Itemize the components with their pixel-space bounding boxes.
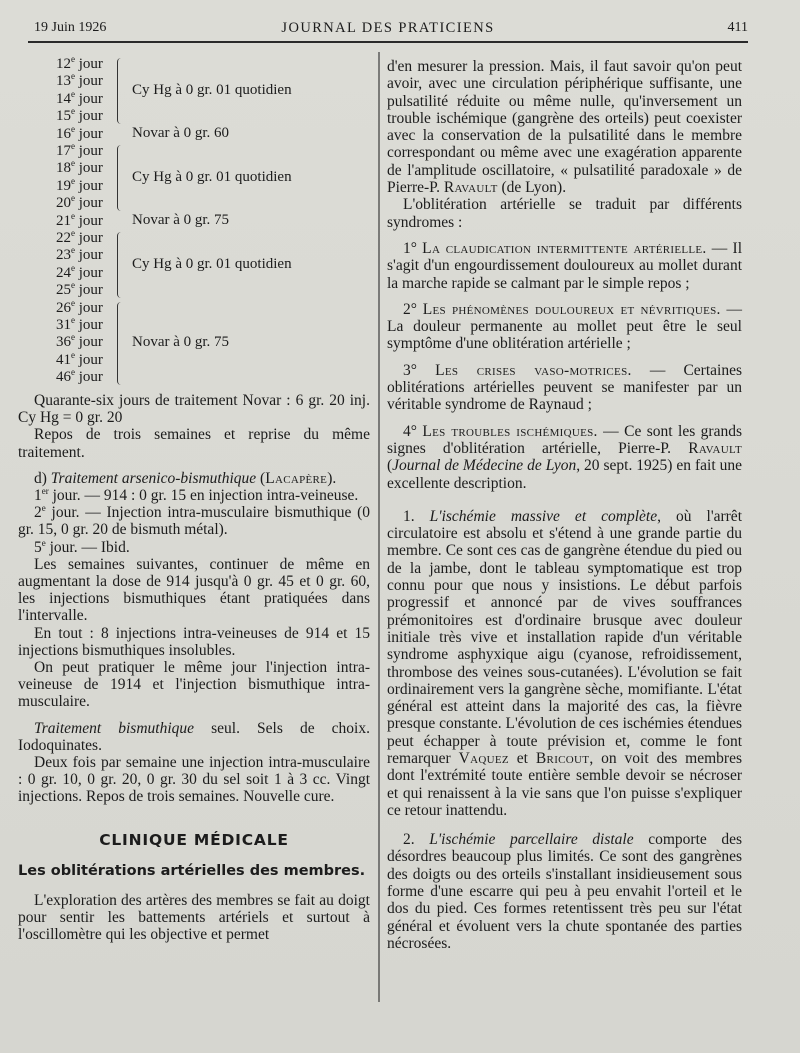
right-column <box>387 58 742 952</box>
schedule-day <box>56 123 103 143</box>
summary-paragraph: Quarante-six jours de traitement Novar : 6 gr. 20 inj. Cy Hg = 0 gr. 20 <box>18 392 370 427</box>
spacer <box>387 414 742 423</box>
spacer <box>387 819 742 831</box>
ischemia-2-text: comporte des désordres beaucoup plus limités. Ce sont des gangrènes des doigts ou des orteils s'installant insidieusement sous forme d'une escarre qui peu à peu envahit l'orteil et le dos du pied. Ces formes retentissent très peu sur l'état général et évoluent vers la chute spontanée des parties nécrosées. <box>387 831 743 952</box>
day-suffix: e <box>71 332 75 343</box>
schedule-day <box>56 334 103 351</box>
ischemia-1-text-end: , on voit des membres dont l'extrémité toute entière semble devoir se nécroser et qui renaissent à la vie sans que l'on puisse s'expliquer ce retour inattendu. <box>387 749 742 819</box>
day-suffix: e <box>71 210 75 221</box>
day-1-paragraph <box>18 487 370 504</box>
day-number: 25 <box>56 282 71 299</box>
spacer <box>18 461 370 470</box>
treatment-schedule <box>18 52 370 392</box>
schedule-brace <box>117 145 126 211</box>
bismuth-treatment-title: Traitement bismuthique <box>34 719 195 737</box>
day-word: jour <box>75 125 103 142</box>
day-5-paragraph <box>18 539 370 556</box>
syndrome-1-text: — Il s'agit d'un engourdissement douloureux au mollet durant la marche rapide se calmant par le simple repos ; <box>387 239 742 292</box>
day-suffix: e <box>71 175 75 186</box>
day-suffix: e <box>71 123 75 134</box>
treatment-d-title: Traitement arsenico-bismuthique <box>50 469 257 487</box>
same-day-paragraph: On peut pratiquer le même jour l'injection intra-veineuse de 1914 et l'injection bismuthique intra-musculaire. <box>18 659 370 711</box>
ischemia-distal-paragraph <box>387 831 742 952</box>
syndrome-2-title: Les phénomènes douloureux et névritiques. <box>422 300 721 318</box>
ischemia-1-number: 1. <box>403 507 430 525</box>
day-suffix: e <box>71 71 75 82</box>
journal-citation: Journal de Médecine de Lyon <box>392 457 577 475</box>
day-word: jour <box>75 334 103 351</box>
schedule-day <box>56 230 103 247</box>
schedule-dose-label: Cy Hg à 0 gr. 01 quotidien <box>132 81 292 98</box>
schedule-day <box>56 282 103 299</box>
author-ravault: Ravault <box>443 179 498 197</box>
day-suffix: e <box>71 280 75 291</box>
day-number: 17 <box>56 143 71 159</box>
day-number: 20 <box>56 195 71 212</box>
day-1-text: jour. — 914 : 0 gr. 15 en injection intra-veineuse. <box>48 487 359 505</box>
following-weeks-paragraph: Les semaines suivantes, continuer de même en augmentant la dose de 914 jusqu'à 0 gr. 45 et 0 gr. 60, les injections bismuthiques étant pratiquées dans l'intervalle. <box>18 555 370 625</box>
day-number: 15 <box>56 108 71 125</box>
day-word: jour <box>75 247 103 264</box>
syndrome-3-number: 3° <box>403 361 436 379</box>
spacer <box>387 292 742 301</box>
schedule-dose-label: Cy Hg à 0 gr. 01 quotidien <box>132 168 292 185</box>
author-ravault-2: Ravault <box>688 439 742 457</box>
paren-open: ( <box>256 469 266 487</box>
day-number: 36 <box>56 334 71 351</box>
day-suffix: e <box>71 315 75 325</box>
schedule-brace <box>117 232 126 298</box>
day-number: 18 <box>56 160 71 177</box>
schedule-day <box>56 175 103 195</box>
day-number: 16 <box>56 125 71 142</box>
author-lacapere: Lacapère <box>265 469 328 487</box>
ischemia-massive-paragraph <box>387 508 742 819</box>
day-word: jour <box>75 317 103 333</box>
day-suffix: e <box>71 349 75 360</box>
total-injections-paragraph: En tout : 8 injections intra-veineuses de 914 et 15 injections bismuthiques insolubles. <box>18 624 370 659</box>
day-number: 14 <box>56 90 71 107</box>
schedule-dose-label: Cy Hg à 0 gr. 01 quotidien <box>132 255 292 272</box>
dosage-paragraph: Deux fois par semaine une injection intra-musculaire : 0 gr. 10, 0 gr. 20, 0 gr. 30 du sel soit 1 à 3 cc. Vingt injections. Repos de trois semaines. Nouvelle cure. <box>18 754 370 806</box>
pressure-text-end: (de Lyon). <box>497 179 567 197</box>
day-number: 26 <box>56 299 71 316</box>
bismuth-treatment-text: seul. Sels de choix. Iodoquinates. <box>18 719 370 754</box>
syndrome-4-number: 4° <box>403 422 423 440</box>
syndrome-2 <box>387 301 742 353</box>
day-word: jour <box>75 369 103 386</box>
article-title: Les oblitérations artérielles des membres. <box>18 862 366 879</box>
day-suffix: e <box>71 141 75 151</box>
day-word: jour <box>75 264 103 281</box>
day-2-number: 2 <box>34 504 42 522</box>
spacer <box>18 711 370 720</box>
ischemia-2-number: 2. <box>403 831 430 849</box>
schedule-day <box>56 108 103 125</box>
syndrome-4 <box>387 423 742 492</box>
day-number: 23 <box>56 247 71 264</box>
day-word: jour <box>75 56 103 72</box>
paren-close: ). <box>327 469 337 487</box>
schedule-day <box>56 262 103 282</box>
ischemia-2-title: L'ischémie parcellaire distale <box>429 831 634 849</box>
syndrome-4-text: — Ce sont les grands signes d'oblitération artérielle, Pierre-P. <box>387 422 742 457</box>
rest-paragraph: Repos de trois semaines et reprise du même traitement. <box>18 426 370 461</box>
day-1-suffix: er <box>41 485 49 496</box>
day-number: 19 <box>56 177 71 194</box>
day-number: 13 <box>56 73 71 90</box>
author-vaquez: Vaquez <box>458 749 509 767</box>
day-number: 21 <box>56 212 71 229</box>
day-2-paragraph <box>18 504 370 538</box>
ischemia-1-title: L'ischémie massive et complète <box>429 507 658 525</box>
day-2-text: jour. — Injection intra-musculaire bismuthique (0 gr. 15, 0 gr. 20 de bismuth métal). <box>18 504 370 539</box>
schedule-brace <box>117 58 126 124</box>
conjunction: et <box>508 749 536 767</box>
day-word: jour <box>75 230 103 246</box>
day-word: jour <box>75 282 103 299</box>
syndrome-1-number: 1° <box>403 239 423 257</box>
syndrome-3 <box>387 362 742 414</box>
day-word: jour <box>75 351 103 368</box>
day-number: 41 <box>56 351 71 368</box>
syndrome-3-title: Les crises vaso-motrices. <box>435 361 632 379</box>
day-1-number: 1 <box>34 487 42 505</box>
header-journal-title: JOURNAL DES PRATICIENS <box>281 20 495 36</box>
article-intro-paragraph: L'exploration des artères des membres se fait au doigt pour sentir les battements artériels et surtout à l'oscillomètre qui les objective et permet <box>18 892 370 944</box>
ischemia-1-text: , où l'arrêt circulatoire est absolu et s'étend à une grande partie du membre. Ce sont ces cas de gangrène étendue du pied ou de la jambe, dont le tableau symptomatique est trop connu pour que nous y insistions. Le début parfois progressif et annoncé par de vives souffrances prémonitoires est d'ordinaire brusque avec douleur initiale très vive et installation rapide d'un véritable syndrome asphyxique aigu (cyanose, refroidissement, thrombose des veines sous-cutanées). L'évolution se fait ordinairement vers la gangrène sèche, momifiante. L'état général est atteint dans la majorité des cas, la fièvre presque constante. L'évolution de ces ischémies étendues peut échapper à toute prévision et, comme le font remarquer <box>387 507 742 767</box>
day-number: 24 <box>56 264 71 281</box>
day-word: jour <box>75 177 103 194</box>
spacer <box>387 353 742 362</box>
day-suffix: e <box>71 367 75 378</box>
schedule-day <box>56 195 103 212</box>
day-suffix: e <box>71 262 75 273</box>
day-word: jour <box>75 299 103 316</box>
spacer <box>387 492 742 508</box>
spacer <box>387 231 742 240</box>
day-suffix: e <box>71 88 75 99</box>
schedule-dose-label: Novar à 0 gr. 60 <box>132 125 230 142</box>
day-2-suffix: e <box>41 503 46 514</box>
day-5-text: jour. — Ibid. <box>45 538 130 556</box>
syndrome-4-text-end: , 20 sept. 1925) en fait une excellente description. <box>387 457 742 492</box>
section-heading: CLINIQUE MÉDICALE <box>99 830 289 849</box>
schedule-day <box>56 317 103 334</box>
schedule-day <box>56 349 103 369</box>
syndrome-1 <box>387 240 742 292</box>
syndromes-intro: L'oblitération artérielle se traduit par différents syndromes : <box>387 196 742 231</box>
schedule-day <box>56 88 103 108</box>
day-word: jour <box>75 108 103 125</box>
syndrome-4-title: Les troubles ischémiques. <box>422 422 598 440</box>
schedule-brace <box>117 302 126 385</box>
day-number: 22 <box>56 230 71 246</box>
day-suffix: e <box>71 54 75 64</box>
pressure-text: d'en mesurer la pression. Mais, il faut savoir qu'on peut avoir, avec une circulation périphérique suffisante, une pulsatilité réduite ou même nulle, qu'inversement un trouble ischémique (gangrène des orteils) peut coexister avec la conservation de la pulsatilité dans le membre correspondant ou même avec une exagération apparente de l'amplitude oscillatoire, « pulsatilité paradoxale » de Pierre-P. <box>387 58 742 197</box>
day-number: 12 <box>56 56 71 72</box>
pressure-paragraph <box>387 58 742 196</box>
day-5-number: 5 <box>34 538 42 556</box>
schedule-day <box>56 247 103 264</box>
day-word: jour <box>75 143 103 159</box>
running-head <box>28 18 748 40</box>
schedule-day <box>56 297 103 317</box>
left-column <box>18 52 370 944</box>
day-word: jour <box>75 73 103 90</box>
day-suffix: e <box>71 158 75 169</box>
day-word: jour <box>75 160 103 177</box>
schedule-day <box>56 73 103 90</box>
syndrome-2-number: 2° <box>403 300 423 318</box>
paren-open: ( <box>387 457 393 475</box>
syndrome-1-title: La claudication intermittente artérielle. <box>422 239 707 257</box>
treatment-d-letter: d) <box>34 469 51 487</box>
header-page-number: 411 <box>727 20 748 35</box>
header-rule <box>28 41 748 43</box>
day-suffix: e <box>71 106 75 117</box>
schedule-dose-label: Novar à 0 gr. 75 <box>132 212 230 229</box>
day-suffix: e <box>71 193 75 204</box>
day-word: jour <box>75 212 103 229</box>
syndrome-3-text: — Certaines oblitérations artérielles peuvent se manifester par un véritable syndrome de Raynaud ; <box>387 361 742 414</box>
treatment-d-heading <box>18 470 370 487</box>
schedule-day <box>56 160 103 177</box>
column-divider <box>378 52 380 1002</box>
schedule-day <box>56 210 103 230</box>
schedule-day <box>56 56 103 73</box>
schedule-day <box>56 143 103 160</box>
day-suffix: e <box>71 245 75 256</box>
day-word: jour <box>75 90 103 107</box>
day-5-suffix: e <box>41 537 46 548</box>
day-suffix: e <box>71 228 75 238</box>
header-date: 19 Juin 1926 <box>34 20 107 35</box>
day-number: 31 <box>56 317 71 333</box>
bismuth-treatment-paragraph <box>18 720 370 754</box>
day-suffix: e <box>71 297 75 308</box>
day-word: jour <box>75 195 103 212</box>
syndrome-2-text: — La douleur permanente au mollet peut être le seul symptôme d'une oblitération artérielle ; <box>387 300 742 353</box>
schedule-dose-label: Novar à 0 gr. 75 <box>132 334 230 351</box>
schedule-day <box>56 369 103 386</box>
author-bricout: Bricout <box>535 749 590 767</box>
day-number: 46 <box>56 369 71 386</box>
